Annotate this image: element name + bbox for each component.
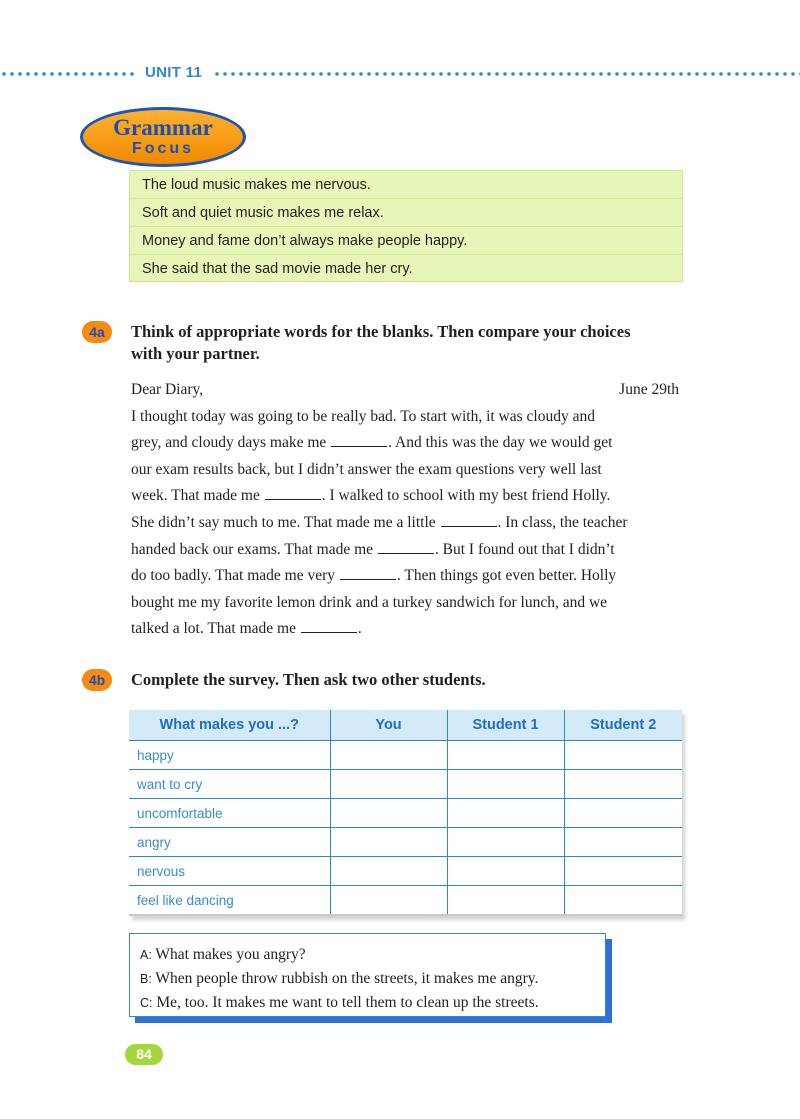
unit-label: UNIT 11 [145,64,203,81]
column-header: Student 2 [564,710,682,741]
grammar-example: Soft and quiet music makes me relax. [129,198,683,226]
answer-cell[interactable] [447,828,564,857]
answer-blank[interactable] [378,552,434,554]
answer-blank[interactable] [331,445,387,447]
row-label: uncomfortable [129,799,330,828]
answer-cell[interactable] [447,857,564,886]
text-segment: bought me my favorite lemon drink and a turkey sandwich for lunch, and we [131,593,608,611]
grammar-example: Money and fame don’t always make people happy. [129,226,683,254]
column-header: Student 1 [447,710,564,741]
answer-cell[interactable] [330,886,447,916]
grammar-example: The loud music makes me nervous. [129,170,683,198]
answer-cell[interactable] [564,828,682,857]
text-segment: She didn’t say much to me. That made me a little [131,513,440,531]
letter-line [131,590,679,617]
row-label: happy [129,741,330,770]
text-segment: handed back our exams. That made me [131,540,377,558]
speaker-label: B: [140,972,152,986]
table-row [129,741,682,770]
dialog-text: Me, too. It makes me want to tell them to clean up the streets. [156,994,539,1011]
table-row [129,886,682,916]
letter-date: June 29th [619,381,679,398]
letter-line [131,537,679,564]
answer-blank[interactable] [340,578,396,580]
grammar-examples-box [129,170,683,282]
exercise-4b-tag: 4b [82,669,112,691]
column-header: You [330,710,447,741]
speaker-label: C: [140,996,153,1010]
letter-line [131,483,679,510]
answer-cell[interactable] [330,741,447,770]
row-label: want to cry [129,770,330,799]
table-row [129,828,682,857]
speaker-label: A: [140,948,152,962]
dialog-line [140,943,605,967]
badge-subtitle: Focus [131,140,195,157]
text-segment: grey, and cloudy days make me [131,434,331,452]
exercise-4a-instruction [131,321,631,365]
letter-line [131,563,679,590]
diary-letter [131,377,679,643]
header-dots-right [213,71,800,77]
page-number: 84 [125,1044,163,1065]
letter-header [131,377,679,404]
survey-table [129,710,682,916]
answer-cell[interactable] [330,799,447,828]
instruction-line: with your partner. [131,344,260,363]
row-label: nervous [129,857,330,886]
text-segment: . But I found out that I didn’t [434,540,615,558]
answer-cell[interactable] [564,741,682,770]
answer-blank[interactable] [441,525,497,527]
table-row [129,857,682,886]
answer-cell[interactable] [564,857,682,886]
letter-line [131,404,679,431]
answer-cell[interactable] [564,799,682,828]
text-segment: . Then things got even better. Holly [396,567,617,585]
instruction-line: Think of appropriate words for the blanks. Then compare your choices [131,322,631,341]
letter-line [131,457,679,484]
text-segment: do too badly. That made me very [131,567,339,585]
grammar-example: She said that the sad movie made her cry. [129,254,683,282]
row-label: feel like dancing [129,886,330,916]
example-dialog-box [129,933,606,1017]
answer-cell[interactable] [330,770,447,799]
answer-cell[interactable] [330,857,447,886]
text-segment: week. That made me [131,487,264,505]
answer-blank[interactable] [265,498,321,500]
answer-cell[interactable] [447,886,564,916]
grammar-focus-badge [80,107,246,167]
header-dots-left [0,71,138,77]
text-segment: I thought today was going to be really bad. To start with, it was cloudy and [131,407,595,425]
letter-greeting: Dear Diary, [131,381,204,398]
table-row [129,770,682,799]
exercise-4a-tag: 4a [82,321,112,343]
badge-title: Grammar [113,115,213,140]
row-label: angry [129,828,330,857]
dialog-text: When people throw rubbish on the streets, it makes me angry. [155,970,539,987]
letter-line [131,616,679,643]
text-segment: . I walked to school with my best friend Holly. [321,487,611,505]
table-header-row [129,710,682,741]
answer-cell[interactable] [447,741,564,770]
dialog-line [140,991,605,1015]
answer-cell[interactable] [447,799,564,828]
answer-cell[interactable] [564,770,682,799]
answer-cell[interactable] [330,828,447,857]
text-segment: . In class, the teacher [497,513,628,531]
text-segment: talked a lot. That made me [131,620,300,638]
letter-line [131,430,679,457]
answer-blank[interactable] [301,631,357,633]
dialog-line [140,967,605,991]
letter-line [131,510,679,537]
text-segment: . And this was the day we would get [388,434,613,452]
dialog-text: What makes you angry? [155,946,306,963]
column-header: What makes you ...? [129,710,330,741]
table-row [129,799,682,828]
exercise-4b-instruction: Complete the survey. Then ask two other students. [131,670,486,689]
text-segment: . [357,620,362,638]
answer-cell[interactable] [447,770,564,799]
text-segment: our exam results back, but I didn’t answer the exam questions very well last [131,460,602,478]
answer-cell[interactable] [564,886,682,916]
